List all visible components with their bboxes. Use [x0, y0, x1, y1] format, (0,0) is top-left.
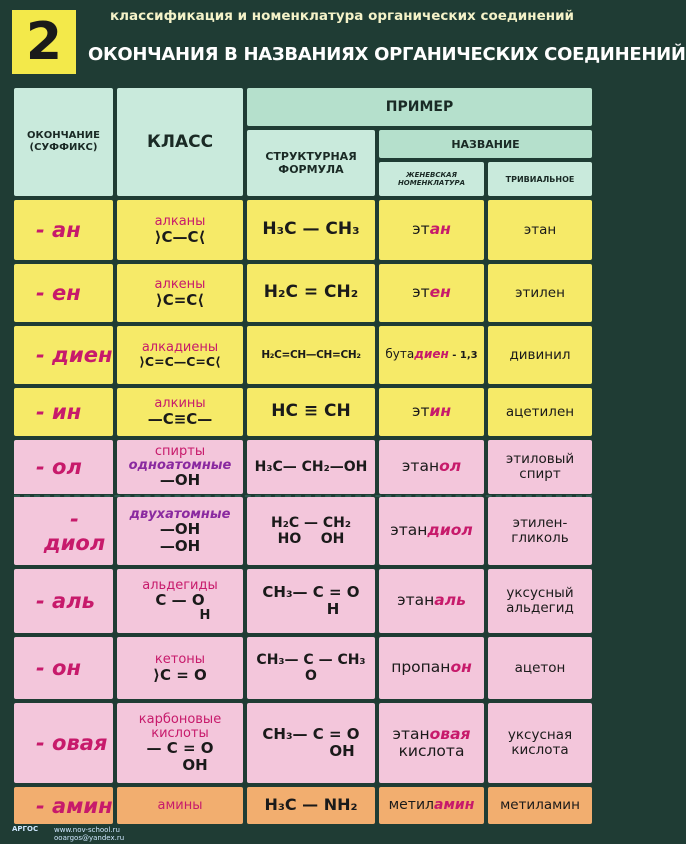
- row-suffix: - ан: [14, 200, 113, 260]
- structural-formula-2: O: [305, 668, 317, 684]
- class-formula: ⟩C=C—C=C⟨: [139, 353, 221, 369]
- row-suffix: - диол: [14, 497, 113, 565]
- dashed-divider: [14, 495, 592, 497]
- row-suffix: - ол: [14, 440, 113, 494]
- row-class: [117, 388, 243, 436]
- geneva-line2: кислота: [398, 742, 465, 760]
- row-trivial: [488, 200, 592, 260]
- geneva-suffix: диол: [427, 521, 473, 540]
- row-trivial: [488, 497, 592, 565]
- publisher-contacts: [54, 826, 124, 842]
- row-trivial: [488, 440, 592, 494]
- structural-formula: H₃C — CH₃: [262, 219, 360, 240]
- header-class: [117, 88, 243, 196]
- row-formula: [247, 200, 375, 260]
- trivial-name: уксусная кислота: [507, 727, 573, 758]
- geneva-name: [412, 403, 451, 420]
- row-trivial: [488, 569, 592, 633]
- structural-formula: H₃C — NH₂: [264, 795, 358, 815]
- trivial-name: этан: [523, 221, 557, 238]
- class-formula: —OH: [159, 520, 201, 539]
- row-suffix: - ин: [14, 388, 113, 436]
- row-formula: [247, 569, 375, 633]
- class-formula: —C≡C—: [147, 409, 213, 428]
- trivial-name: ацетон: [514, 659, 566, 676]
- structural-formula: H₃C— CH₂—OH: [254, 458, 368, 475]
- row-geneva: [379, 637, 484, 699]
- header-trivial: [488, 162, 592, 196]
- row-geneva: [379, 326, 484, 384]
- geneva-suffix: он: [450, 658, 472, 677]
- row-suffix: - он: [14, 637, 113, 699]
- publisher-site: www.nov-school.ru: [54, 826, 120, 834]
- geneva-prefix: бута: [385, 347, 415, 362]
- structural-formula: H₂C = CH₂: [263, 282, 359, 303]
- header-geneva-label: ЖЕНЕВСКАЯ НОМЕНКЛАТУРА: [397, 170, 466, 187]
- geneva-prefix: эт: [412, 283, 430, 302]
- class-formula: C — O: [155, 591, 205, 610]
- row-geneva: [379, 388, 484, 436]
- trivial-name: дивинил: [509, 346, 571, 363]
- structural-formula-2: HO OH: [277, 531, 345, 547]
- class-name: алкены: [154, 276, 206, 292]
- class-formula: ⟩C—C⟨: [154, 227, 206, 246]
- geneva-name: [385, 348, 477, 361]
- row-geneva: [379, 787, 484, 824]
- trivial-name: метиламин: [500, 797, 580, 814]
- row-trivial: [488, 637, 592, 699]
- class-formula: ⟩C=C⟨: [155, 290, 205, 309]
- row-class: [117, 200, 243, 260]
- geneva-name: [392, 726, 470, 743]
- publisher-email: ooargos@yandex.ru: [54, 834, 125, 843]
- row-class: [117, 326, 243, 384]
- row-formula: [247, 388, 375, 436]
- structural-formula: CH₃— C — CH₃: [256, 651, 366, 668]
- class-name: спирты: [154, 444, 206, 460]
- row-class: [117, 264, 243, 322]
- geneva-suffix: аль: [434, 591, 466, 610]
- class-name: кетоны: [154, 651, 206, 667]
- row-suffix: - овая: [14, 703, 113, 783]
- structural-formula: CH₃— C = O: [262, 582, 360, 601]
- structural-formula: H₂C — CH₂: [271, 514, 351, 531]
- trivial-name: этилен-гликоль: [511, 515, 569, 546]
- geneva-prefix: этан: [401, 457, 440, 476]
- geneva-prefix: эт: [411, 402, 430, 421]
- structural-formula: CH₃— C = O: [262, 724, 360, 743]
- row-geneva: [379, 497, 484, 565]
- row-suffix: - ен: [14, 264, 113, 322]
- publisher-logo: АРГОС: [12, 825, 39, 833]
- class-formula-2: —OH: [159, 536, 201, 555]
- header-formula-label: СТРУКТУРНАЯ ФОРМУЛА: [265, 149, 357, 176]
- geneva-prefix: метил: [388, 796, 434, 813]
- geneva-name: [412, 284, 451, 301]
- header-geneva: [379, 162, 484, 196]
- structural-formula: HC ≡ CH: [271, 401, 351, 422]
- header-suffix-label: ОКОНЧАНИЕ (СУФФИКС): [27, 130, 100, 153]
- header-suffix: [14, 88, 113, 196]
- row-formula: [247, 440, 375, 494]
- geneva-name: [412, 221, 451, 238]
- row-formula: [247, 637, 375, 699]
- geneva-name: [389, 798, 475, 813]
- row-trivial: [488, 703, 592, 783]
- row-class: [117, 497, 243, 565]
- class-subname: одноатомные: [128, 457, 232, 473]
- row-formula: [247, 703, 375, 783]
- row-suffix: - диен: [14, 326, 113, 384]
- row-suffix: - аль: [14, 569, 113, 633]
- row-trivial: [488, 787, 592, 824]
- page-title: ОКОНЧАНИЯ В НАЗВАНИЯХ ОРГАНИЧЕСКИХ СОЕДИНЕНИЙ: [88, 44, 686, 65]
- geneva-suffix: ин: [429, 402, 452, 421]
- class-formula: — C = O: [146, 739, 214, 758]
- class-name: алкадиены: [141, 340, 219, 356]
- class-name: амины: [157, 797, 203, 813]
- structural-formula-2: OH: [329, 742, 355, 760]
- geneva-name: [391, 659, 472, 676]
- geneva-name: [402, 458, 461, 475]
- row-class: [117, 440, 243, 494]
- geneva-name: [390, 522, 473, 539]
- geneva-prefix: эт: [412, 220, 430, 239]
- row-formula: [247, 497, 375, 565]
- geneva-suffix: ен: [429, 283, 451, 302]
- row-formula: [247, 787, 375, 824]
- class-name: карбоновые кислоты: [138, 711, 222, 741]
- geneva-name: [397, 592, 466, 609]
- header-name: [379, 130, 592, 158]
- class-formula: ⟩C = O: [153, 665, 207, 684]
- header-name-label: НАЗВАНИЕ: [451, 137, 520, 151]
- row-geneva: [379, 569, 484, 633]
- row-class: [117, 703, 243, 783]
- section-number: 2: [12, 10, 76, 74]
- row-geneva: [379, 200, 484, 260]
- trivial-name: этиловый спирт: [505, 451, 575, 482]
- header-example: [247, 88, 592, 126]
- row-geneva: [379, 264, 484, 322]
- class-subname: двухатомные: [129, 506, 231, 522]
- structural-formula: H₂C=CH—CH=CH₂: [261, 348, 361, 361]
- structural-formula-2: H: [326, 600, 340, 618]
- class-name: альдегиды: [142, 577, 218, 593]
- geneva-suffix: амин: [434, 796, 475, 813]
- row-trivial: [488, 326, 592, 384]
- trivial-name: уксусный альдегид: [506, 585, 574, 616]
- geneva-suffix: диен: [414, 347, 449, 362]
- row-trivial: [488, 264, 592, 322]
- header-trivial-label: ТРИВИАЛЬНОЕ: [505, 174, 575, 184]
- row-geneva: [379, 703, 484, 783]
- header-class-label: КЛАСС: [146, 132, 214, 152]
- geneva-prefix: пропан: [391, 658, 451, 677]
- row-geneva: [379, 440, 484, 494]
- row-trivial: [488, 388, 592, 436]
- row-formula: [247, 326, 375, 384]
- header-formula: [247, 130, 375, 196]
- class-name: алканы: [154, 213, 206, 229]
- row-class: [117, 787, 243, 824]
- geneva-suffix: овая: [429, 724, 471, 743]
- header-example-label: ПРИМЕР: [385, 99, 454, 115]
- row-suffix: - амин: [14, 787, 113, 824]
- geneva-rest: - 1,3: [448, 350, 478, 362]
- geneva-prefix: этан: [397, 591, 435, 610]
- trivial-name: этилен: [515, 284, 565, 301]
- class-name: алкины: [154, 395, 206, 411]
- class-formula-2: OH: [182, 755, 208, 774]
- geneva-suffix: ан: [429, 220, 451, 239]
- geneva-prefix: этан: [392, 724, 430, 743]
- row-formula: [247, 264, 375, 322]
- subtitle: классификация и номенклатура органических соединений: [110, 8, 574, 24]
- trivial-name: ацетилен: [505, 403, 575, 420]
- class-formula: —OH: [159, 471, 201, 490]
- geneva-prefix: этан: [390, 521, 428, 540]
- row-class: [117, 637, 243, 699]
- geneva-suffix: ол: [439, 457, 462, 476]
- class-formula-2: H: [199, 607, 211, 623]
- row-class: [117, 569, 243, 633]
